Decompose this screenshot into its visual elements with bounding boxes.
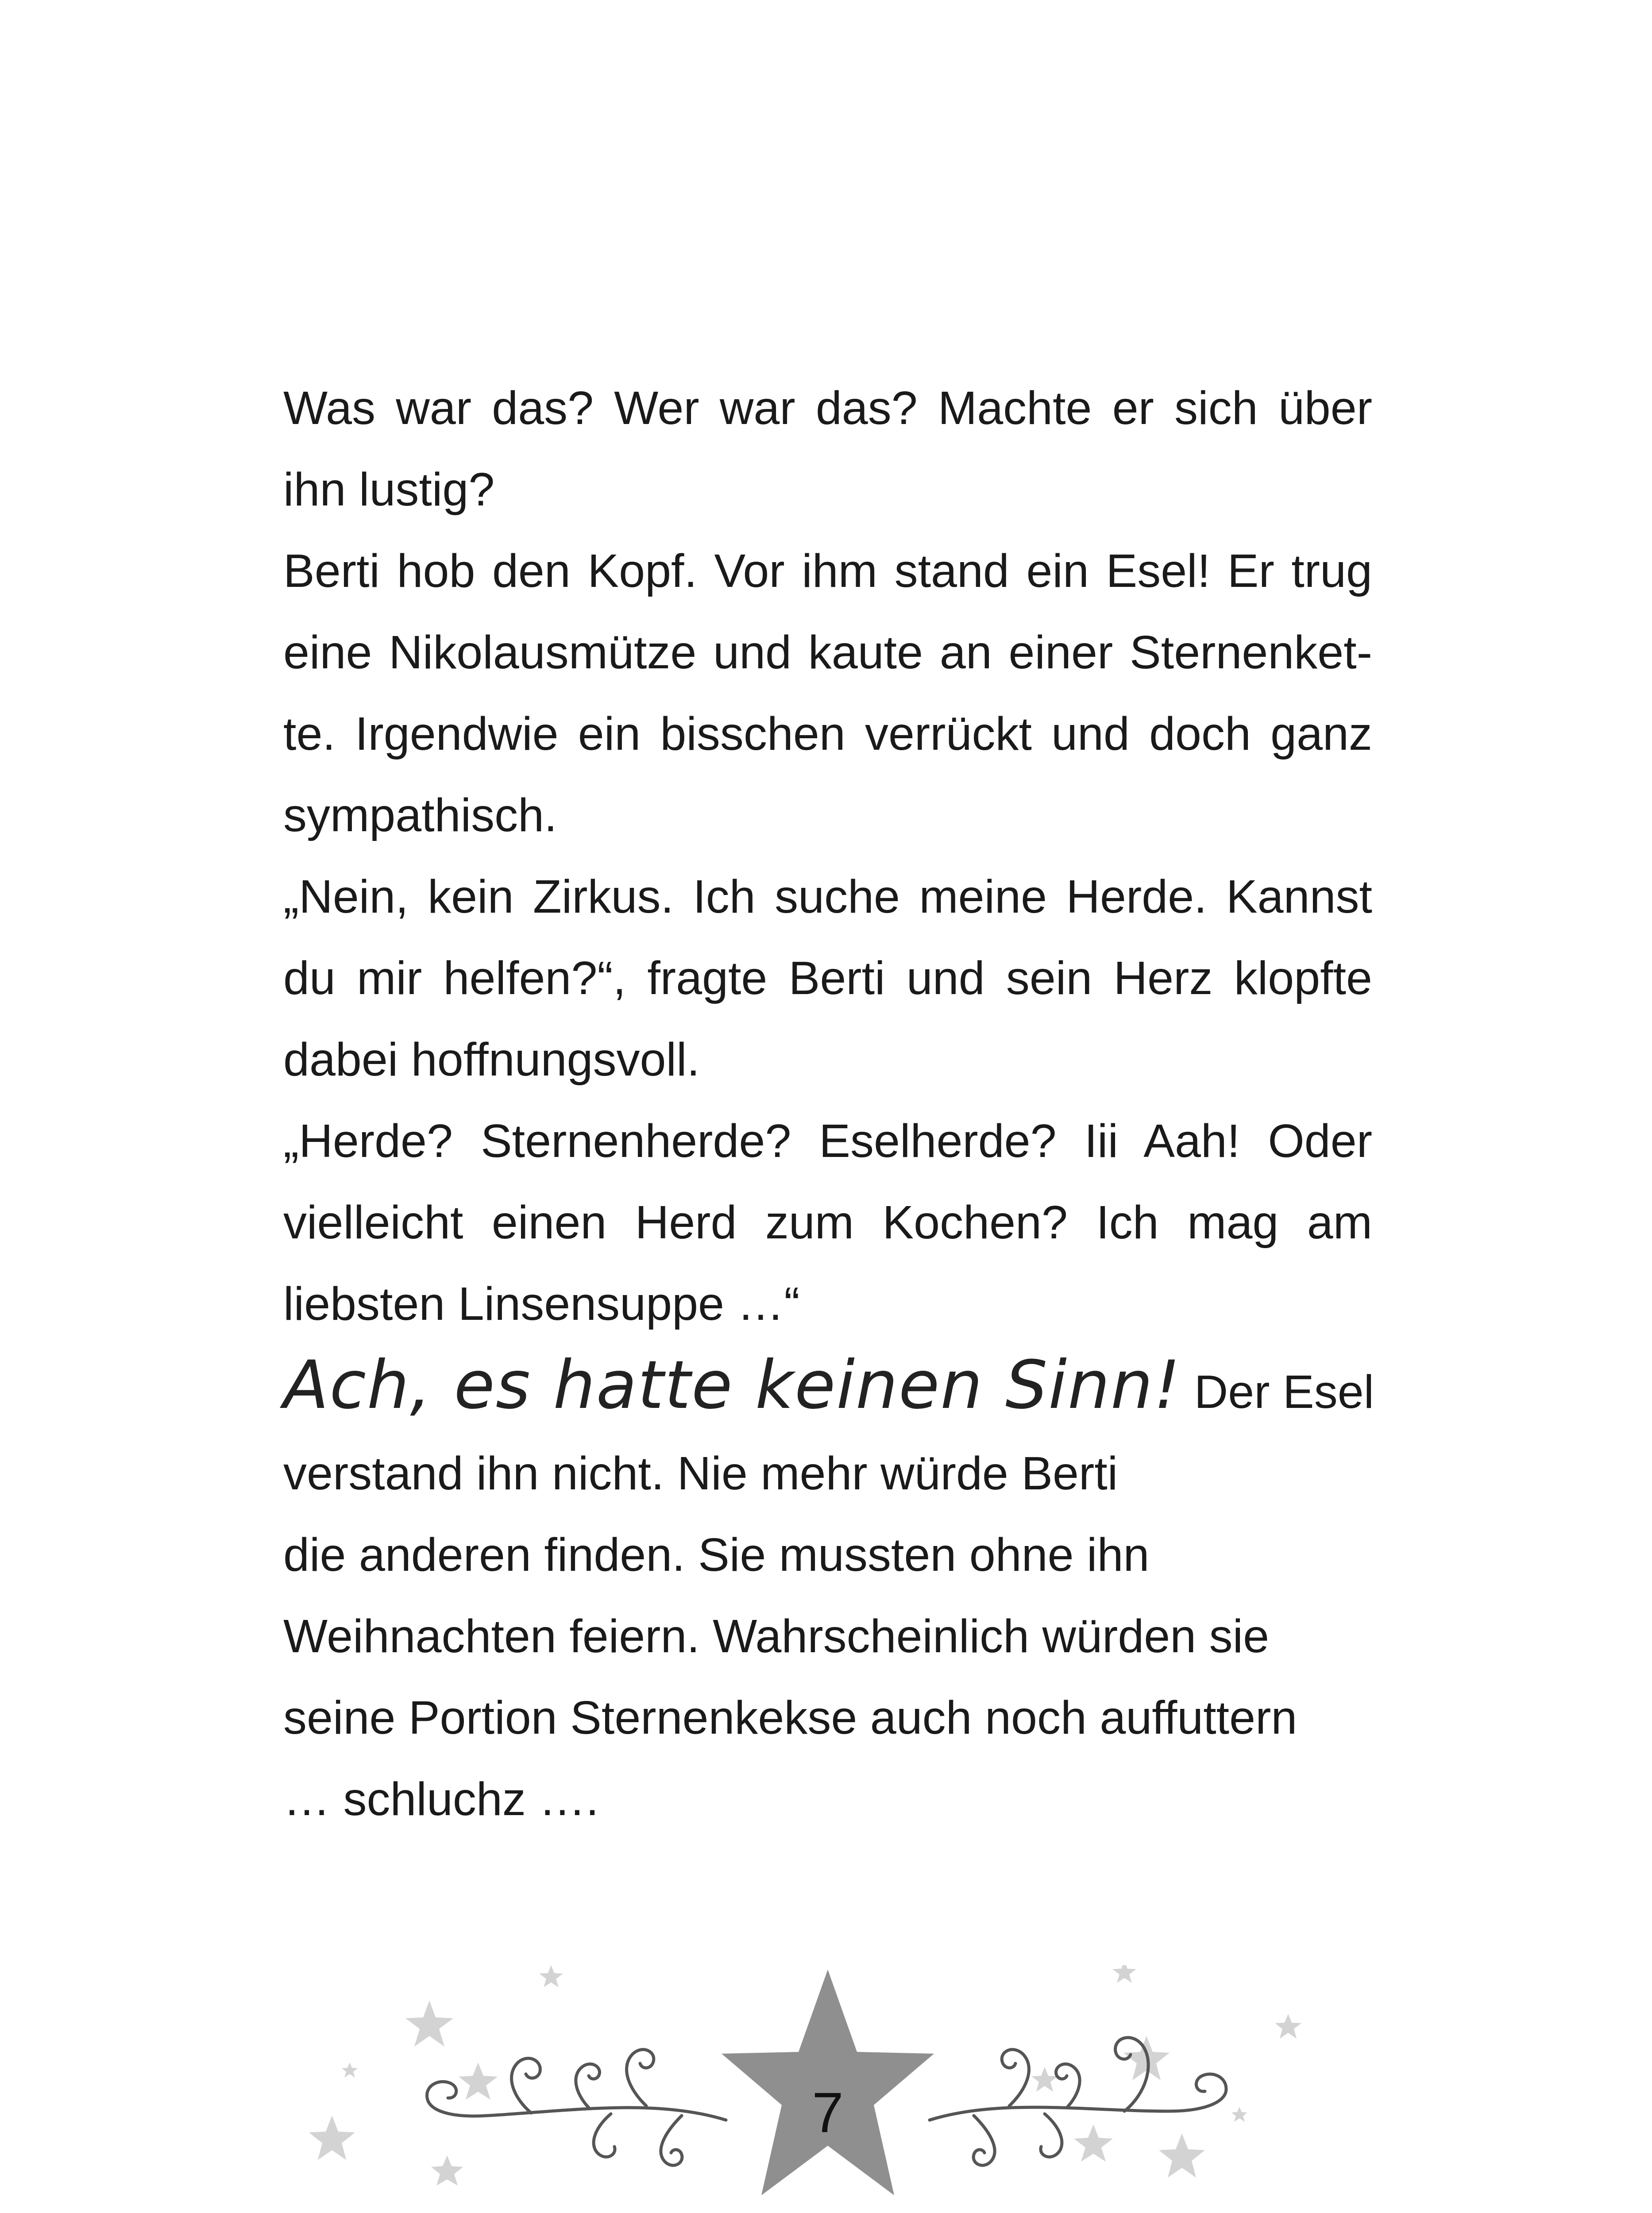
handwritten-emphasis: Ach, es hatte keinen Sinn!	[283, 1347, 1181, 1424]
paragraph-1: Was war das? Wer war das? Machte er sich über ihn lustig?	[283, 382, 1372, 516]
star-icon	[405, 2001, 453, 2047]
star-icon	[1275, 2014, 1301, 2039]
swirl-left	[427, 2050, 726, 2166]
paragraph-2: Berti hob den Kopf. Vor ihm stand ein Esel! Er trug eine Nikolausmütze und kaute an einer Sternenket-te. Irgendwie ein bisschen verrückt und doch ganz sympathisch.	[283, 545, 1372, 841]
star-icon	[539, 1965, 563, 1987]
star-icon	[431, 2155, 463, 2186]
star-icon	[1231, 2107, 1247, 2122]
closing-line-5: … schluchz ….	[283, 1773, 599, 1825]
closing-line-4: seine Portion Sternenkekse auch noch auffuttern	[283, 1692, 1297, 1744]
star-icon	[1074, 2124, 1113, 2162]
star-icon	[1112, 1965, 1136, 1983]
star-icon	[1031, 2067, 1058, 2092]
body-text	[283, 367, 1372, 1840]
star-icon	[1159, 2133, 1205, 2178]
star-icon	[459, 2063, 498, 2100]
closing-line-1: verstand ihn nicht. Nie mehr würde Berti	[283, 1447, 1118, 1500]
closing-line-2: die anderen finden. Sie mussten ohne ihn	[283, 1529, 1150, 1581]
star-icon	[309, 2116, 355, 2160]
paragraph-3: „Nein, kein Zirkus. Ich suche meine Herde. Kannst du mir helfen?“, fragte Berti und sein Herz klopfte dabei hoffnungsvoll.	[283, 871, 1372, 1086]
page-number: 7	[812, 2081, 844, 2144]
paragraph-4: „Herde? Sternenherde? Eselherde? Iii Aah! Oder vielleicht einen Herd zum Kochen? Ich mag am liebsten Linsensuppe …“	[283, 1115, 1372, 1330]
emphasis-line-rest: Der Esel	[1181, 1366, 1374, 1418]
emphasis-line	[283, 1345, 1372, 1433]
closing-line-3: Weihnachten feiern. Wahrscheinlich würden sie	[283, 1610, 1270, 1662]
star-icon	[342, 2063, 358, 2078]
